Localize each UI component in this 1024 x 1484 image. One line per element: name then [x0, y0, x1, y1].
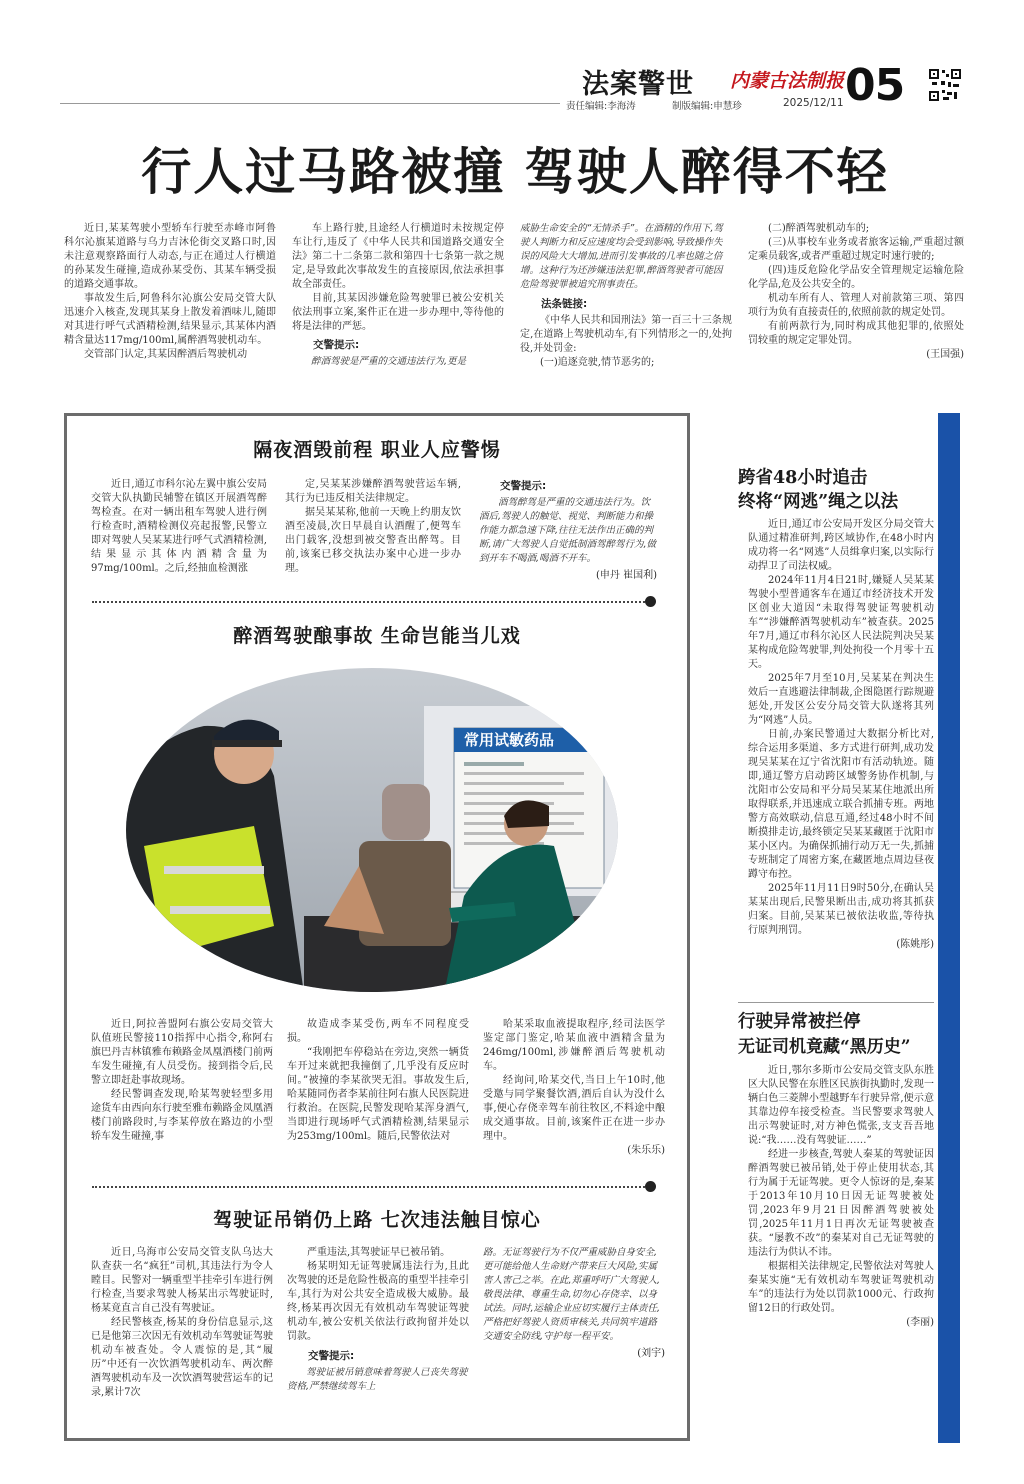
photo-sign: 常用试敏药品 — [464, 731, 555, 749]
traffic-tip-start: 醉酒驾驶是严重的交通违法行为,更是 — [311, 356, 467, 367]
main-author: (王国强) — [926, 349, 964, 360]
blue-strip — [938, 413, 960, 1443]
story1-col-2: 定,吴某某涉嫌醉酒驾驶营运车辆,其行为已违反相关法律规定。 据吴某某称,他前一天晚上约朋友饮酒至凌晨,次日早晨自认酒醒了,便驾车出门载客,没想到被交警查出醉驾。目前,该案已移交执法办案中心进一步办理。 — [285, 479, 461, 574]
main-col-3 — [520, 222, 732, 400]
divider-2 — [92, 1186, 648, 1188]
law-text: 《中华人民共和国刑法》第一百三十三条规定,在道路上驾驶机动车,有下列情形之一的,处拘役,并处罚金: (一)追逐竞驶,情节恶劣的; — [520, 315, 732, 368]
story1-tip-label: 交警提示: — [500, 480, 547, 492]
story3-col-2-text: 严重违法,其驾驶证早已被吊销。 杨某明知无证驾驶属违法行为,且此次驾驶的还是危险性极高的重型半挂牵引车,其行为对公共安全造成极大威胁。最终,杨某再次因无有效机动车驾驶证驾驶机动车,被公安机关依法行政拘留并处以罚款。 — [287, 1247, 469, 1342]
traffic-tip-label: 交警提示: — [313, 339, 360, 351]
qr-code-icon — [928, 68, 962, 102]
divider-2-dot — [645, 1181, 656, 1192]
divider-1 — [92, 601, 648, 603]
main-col-1: 近日,某某驾驶小型轿车行驶至赤峰市阿鲁科尔沁旗某道路与乌力吉沐伦街交叉路口时,因未注意观察路面行人动态,与正在通过人行横道的孙某发生碰撞,造成孙某受伤、其某车辆受损的道路交通事故。 事故发生后,阿鲁科尔沁旗公安局交管大队迅速介入核查,发现其某身上散发着酒味儿,随即对其进行呼气式酒精检测,结果显示,其某体内酒精含量达117mg/100ml,属醉酒驾驶机动车。 交管部门认定,其某因醉酒后驾驶机动 — [64, 223, 276, 360]
story1-tip: 酒驾醉驾是严重的交通违法行为。饮酒后,驾驶人的触觉、视觉、判断能力和操作能力都急速下降,往往无法作出正确的判断,请广大驾驶人自觉抵制酒驾醉驾行为,做到开车不喝酒,喝酒不开车。 — [479, 497, 657, 564]
designer-credit: 制版编辑:申慧珍 — [672, 101, 742, 112]
side-divider — [738, 1002, 934, 1003]
side1-body: 近日,通辽市公安局开发区分局交管大队通过精准研判,跨区域协作,在48小时内成功将一名“网逃”人员缉拿归案,以实际行动捍卫了司法权威。 2024年11月4日21时,嫌疑人吴某某驾驶小型普通客车在通辽市经济技术开发区创业大道因“未取得驾驶证驾驶机动车”“涉嫌醉酒驾驶机动车”被查获。2025年7月,通辽市科尔沁区人民法院判决吴某某构成危险驾驶罪,判处拘役一个月零十五天。 2025年7月至10月,吴某某在判决生效后一直逃避法律制裁,企图隐匿行踪规避惩处,开发区公安分局交管大队遂将其列为“网逃”人员。 日前,办案民警通过大数据分析比对,综合运用多渠道、多方式进行研判,成功发现吴某某在辽宁省沈阳市有活动轨迹。随即,通辽警方启动跨区域警务协作机制,与沈阳市公安局和平分局吴某某住地派出所取得联系,并迅速成立联合抓捕专班。两地警方高效联动,信息互通,经过48小时不间断摸排走访,最终锁定吴某某藏匿于沈阳市某小区内。为确保抓捕行动万无一失,抓捕专班制定了周密方案,在藏匿地点周边昼夜蹲守布控。 2025年11月11日9时50分,在确认吴某某出现后,民警果断出击,成功将其抓获归案。目前,吴某某已被依法收监,等待执行原判刑罚。 (陈姚彤) — [748, 519, 934, 950]
story3-tip-label: 交警提示: — [308, 1350, 355, 1362]
story3-author: (刘宇) — [637, 1348, 665, 1359]
main-headline: 行人过马路被撞 驾驶人醉得不轻 — [141, 142, 889, 201]
newspaper-logo: 内蒙古法制报 — [730, 70, 845, 92]
side1-title-2: 终将“网逃”绳之以法 — [738, 492, 899, 512]
main-col-2: 车上路行驶,且途经人行横道时未按规定停车让行,违反了《中华人民共和国道路交通安全法》第二十二条第二款和第四十七条第一款之规定,是导致此次事故发生的直接原因,依法承担事故全部责任。 目前,其某因涉嫌危险驾驶罪已被公安机关依法刑事立案,案件正在进一步办理中,等待他的将是法律的严惩。 交警提示: 醉酒驾驶是严重的交通违法行为,更是 — [292, 223, 504, 367]
story1-author: (申丹 崔国利) — [596, 570, 657, 581]
main-col-4: (二)醉酒驾驶机动车的; (三)从事校车业务或者旅客运输,严重超过额定乘员载客,或者严重超过规定时速行驶的; (四)违反危险化学品安全管理规定运输危险化学品,危及公共安全的。 机动车所有人、管理人对前款第三项、第四项行为负有直接责任的,依照前款的规定处罚。 有前两款行为,同时构成其他犯罪的,依照处罚较重的规定定罪处罚。 (王国强) — [748, 223, 964, 360]
story2-title: 醉酒驾驶酿事故 生命岂能当儿戏 — [233, 625, 521, 647]
story1-title: 隔夜酒毁前程 职业人应警惕 — [253, 439, 501, 461]
side1-author: (陈姚彤) — [896, 939, 934, 950]
side2-author: (李丽) — [906, 1317, 934, 1328]
law-link-label: 法条链接: — [541, 298, 588, 310]
traffic-tip-cont: 威胁生命安全的“无情杀手”。在酒精的作用下,驾驶人判断力和反应速度均会受到影响,导致操作失误的风险大大增加,进而引发事故的几率也随之倍增。这种行为还涉嫌违法犯罪,醉酒驾驶者可能因危险驾驶罪被追究刑事责任。 — [520, 223, 723, 290]
story3-tip-cont: 路。无证驾驶行为不仅严重威胁自身安全,更可能给他人生命财产带来巨大风险,实属害人害己之举。在此,郑重呼吁广大驾驶人,敬畏法律、尊重生命,切勿心存侥幸、以身试法。同时,运输企业应切实履行主体责任,严格把好驾驶人资质审核关,共同筑牢道路交通安全防线,守护每一程平安。 — [483, 1247, 661, 1342]
page-number: 05 — [845, 60, 905, 111]
story1-col-1: 近日,通辽市科尔沁左翼中旗公安局交管大队执勤民辅警在镇区开展酒驾醉驾检查。在对一辆出租车驾驶人进行例行检查时,酒精检测仪亮起报警,民警立即对驾驶人吴某某进行呼气式酒精检测,结果显示其体内酒精含量为97mg/100ml。之后,经抽血检测涨 — [91, 479, 267, 574]
side1-title-1: 跨省48小时追击 — [738, 468, 868, 488]
story3-col-1: 近日,乌海市公安局交管支队乌达大队查获一名“疯狂”司机,其违法行为令人瞠目。民警对一辆重型半挂牵引车进行例行检查,当要求驾驶人杨某出示驾驶证时,杨某竟直言自己没有驾驶证。 经民警核查,杨某的身份信息显示,这已是他第三次因无有效机动车驾驶证驾驶机动车被查处。令人震惊的是,其“履历”中还有一次饮酒驾驶机动车、两次醉酒驾驶机动车及一次饮酒驾驶营运车的记录,累计7次 — [91, 1247, 273, 1398]
header-rule — [60, 103, 560, 104]
side2-body: 近日,鄂尔多斯市公安局交管支队东胜区大队民警在东胜区民族街执勤时,发现一辆白色三菱牌小型越野车行驶异常,便示意其靠边停车接受检查。当民警要求驾驶人出示驾驶证时,对方神色慌张,支支吾吾地说:“我……没有驾驶证……” 经进一步核查,驾驶人秦某的驾驶证因醉酒驾驶已被吊销,处于停止使用状态,其行为属于无证驾驶。更令人惊讶的是,秦某于2013年10月10日因无证驾驶被处罚,2023年9月21日因醉酒驾驶被处罚,2025年11月1日再次无证驾驶被查获。“屡教不改”的秦某对自己无证驾驶的违法行为供认不讳。 根据相关法律规定,民警依法对驾驶人秦某实施“无有效机动车驾驶证驾驶机动车”的违法行为处以罚款1000元、行政拘留12日的行政处罚。 (李丽) — [748, 1065, 934, 1328]
story2-col-1: 近日,阿拉善盟阿右旗公安局交管大队值班民警接110指挥中心指令,称阿右旗巴丹吉林镇雅布赖路金凤凰酒楼门前两车发生碰撞,有人员受伤。接到指令后,民警立即赶赴事故现场。 经民警调查发现,哈某驾驶轻型多用途货车由西向东行驶至雅布赖路金凤凰酒楼门前路段时,与李某停放在路边的小型轿车发生碰撞,事 — [91, 1019, 273, 1142]
story2-col-2: 故造成李某受伤,两车不同程度受损。 “我刚把车停稳站在旁边,突然一辆货车开过来就把我撞倒了,几乎没有反应时间。”被撞的李某欲哭无泪。事故发生后,哈某随同伤者李某前往阿右旗人民医院进行救治。在医院,民警发现哈某浑身酒气,当即进行现场呼气式酒精检测,结果显示为253mg/100ml。随后,民警依法对 — [287, 1019, 469, 1142]
story2-col-3: 哈某采取血液提取程序,经司法医学鉴定部门鉴定,哈某血液中酒精含量为246mg/100ml,涉嫌醉酒后驾驶机动车。 经询问,哈某交代,当日上午10时,他受邀与同学聚餐饮酒,酒后自认为没什么事,便心存侥幸驾车前往牧区,不料途中酿成交通事故。目前,该案件正在进一步办理中。 (朱乐乐) — [483, 1019, 665, 1156]
story3-title: 驾驶证吊销仍上路 七次违法触目惊心 — [213, 1209, 541, 1231]
story3-col-3 — [483, 1246, 665, 1416]
story1-col-3 — [479, 478, 657, 582]
story3-tip-start: 驾驶证被吊销意味着驾驶人已丧失驾驶资格,严禁继续驾车上 — [287, 1367, 468, 1392]
editor-credit: 责任编辑:李海涛 — [566, 101, 636, 112]
story3-col-2 — [287, 1246, 469, 1404]
divider-1-dot — [645, 596, 656, 607]
section-title: 法案警世 — [582, 69, 694, 100]
police-photo — [124, 666, 620, 994]
side2-title-1: 行驶异常被拦停 — [738, 1012, 861, 1032]
story2-author: (朱乐乐) — [627, 1145, 665, 1156]
issue-date: 2025/12/11 — [783, 97, 844, 109]
side2-title-2: 无证司机竟藏“黑历史” — [738, 1037, 911, 1057]
